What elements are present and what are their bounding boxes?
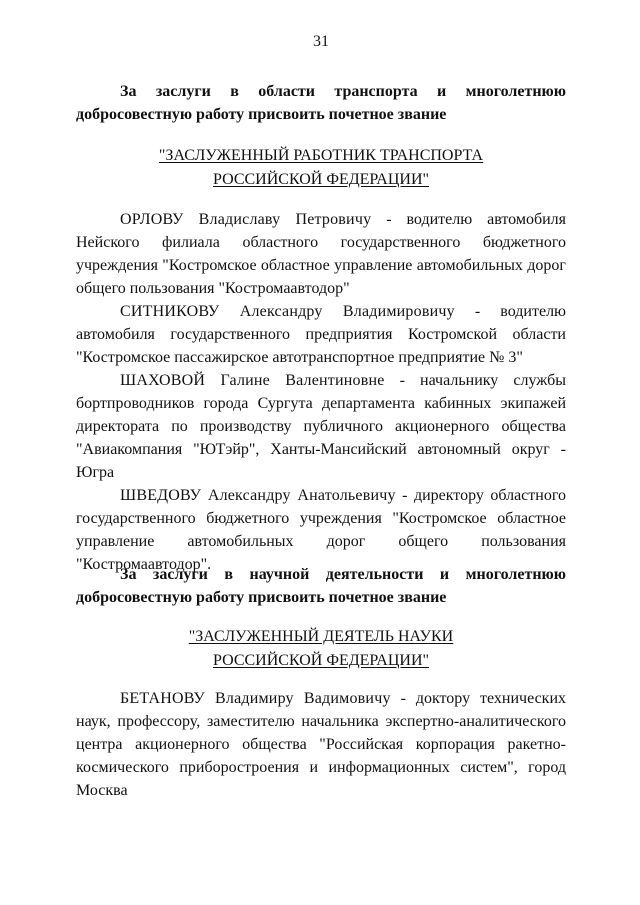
award-title-transport [76,144,566,192]
awardee-list-science [76,687,566,802]
award-section-science [76,563,566,609]
award-intro [76,563,566,609]
award-section-transport [76,80,566,126]
awardee-name: БЕТАНОВУ Владимиру Вадимовичу [120,690,391,707]
awardee-paragraph [76,300,566,369]
awardee-description: - водителю автомобиля государственного предприятия Костромской области "Костромское пассажирское автотранспортное предприятие № 3" [76,303,566,366]
page-number: 31 [313,33,329,50]
award-intro-line2: добросовестную работу присвоить почетное звание [76,106,447,123]
award-title-line1: "ЗАСЛУЖЕННЫЙ ДЕЯТЕЛЬ НАУКИ [188,628,454,645]
awardee-description: - директору областного государственного бюджетного учреждения "Костромское областное управление автомобильных дорог общего пользования "Костромаавтодор". [76,487,566,573]
awardee-paragraph [76,208,566,300]
awardee-description: - доктору технических наук, профессору, заместителю начальника экспертно-аналитического центра акционерного общества "Российская корпорация ракетно-космического приборостроения и информационных систем", город Москва [76,690,567,799]
award-title-line2: РОССИЙСКОЙ ФЕДЕРАЦИИ" [212,652,430,669]
document-page [76,0,566,905]
awardee-name: СИТНИКОВУ Александру Владимировичу [120,303,455,320]
award-intro [76,80,566,126]
award-title-line1: "ЗАСЛУЖЕННЫЙ РАБОТНИК ТРАНСПОРТА [158,147,484,164]
award-intro-line2: добросовестную работу присвоить почетное звание [76,589,447,606]
award-intro-line1: За заслуги в научной деятельности и многолетнюю [120,566,566,583]
award-title-science [76,625,566,673]
awardee-name: ОРЛОВУ Владиславу Петровичу [120,211,372,228]
awardee-paragraph [76,369,566,484]
awardee-name: ШВЕДОВУ Александру Анатольевичу [120,487,396,504]
award-title-line2: РОССИЙСКОЙ ФЕДЕРАЦИИ" [212,171,430,188]
award-intro-line1: За заслуги в области транспорта и многолетнюю [120,83,566,100]
awardee-description: - водителю автомобиля Нейского филиала областного государственного бюджетного учреждения "Костромское областное управление автомобильных дорог общего пользования "Костромаавтодор" [76,211,566,297]
awardee-name: ШАХОВОЙ Галине Валентиновне [120,372,385,389]
awardee-list-transport [76,208,566,576]
awardee-paragraph [76,687,566,802]
awardee-description: - начальнику службы бортпроводников города Сургута департамента кабинных экипажей директората по производству публичного акционерного общества "Авиакомпания "ЮТэйр", Ханты-Мансийский автономный округ - Югра [76,372,566,481]
